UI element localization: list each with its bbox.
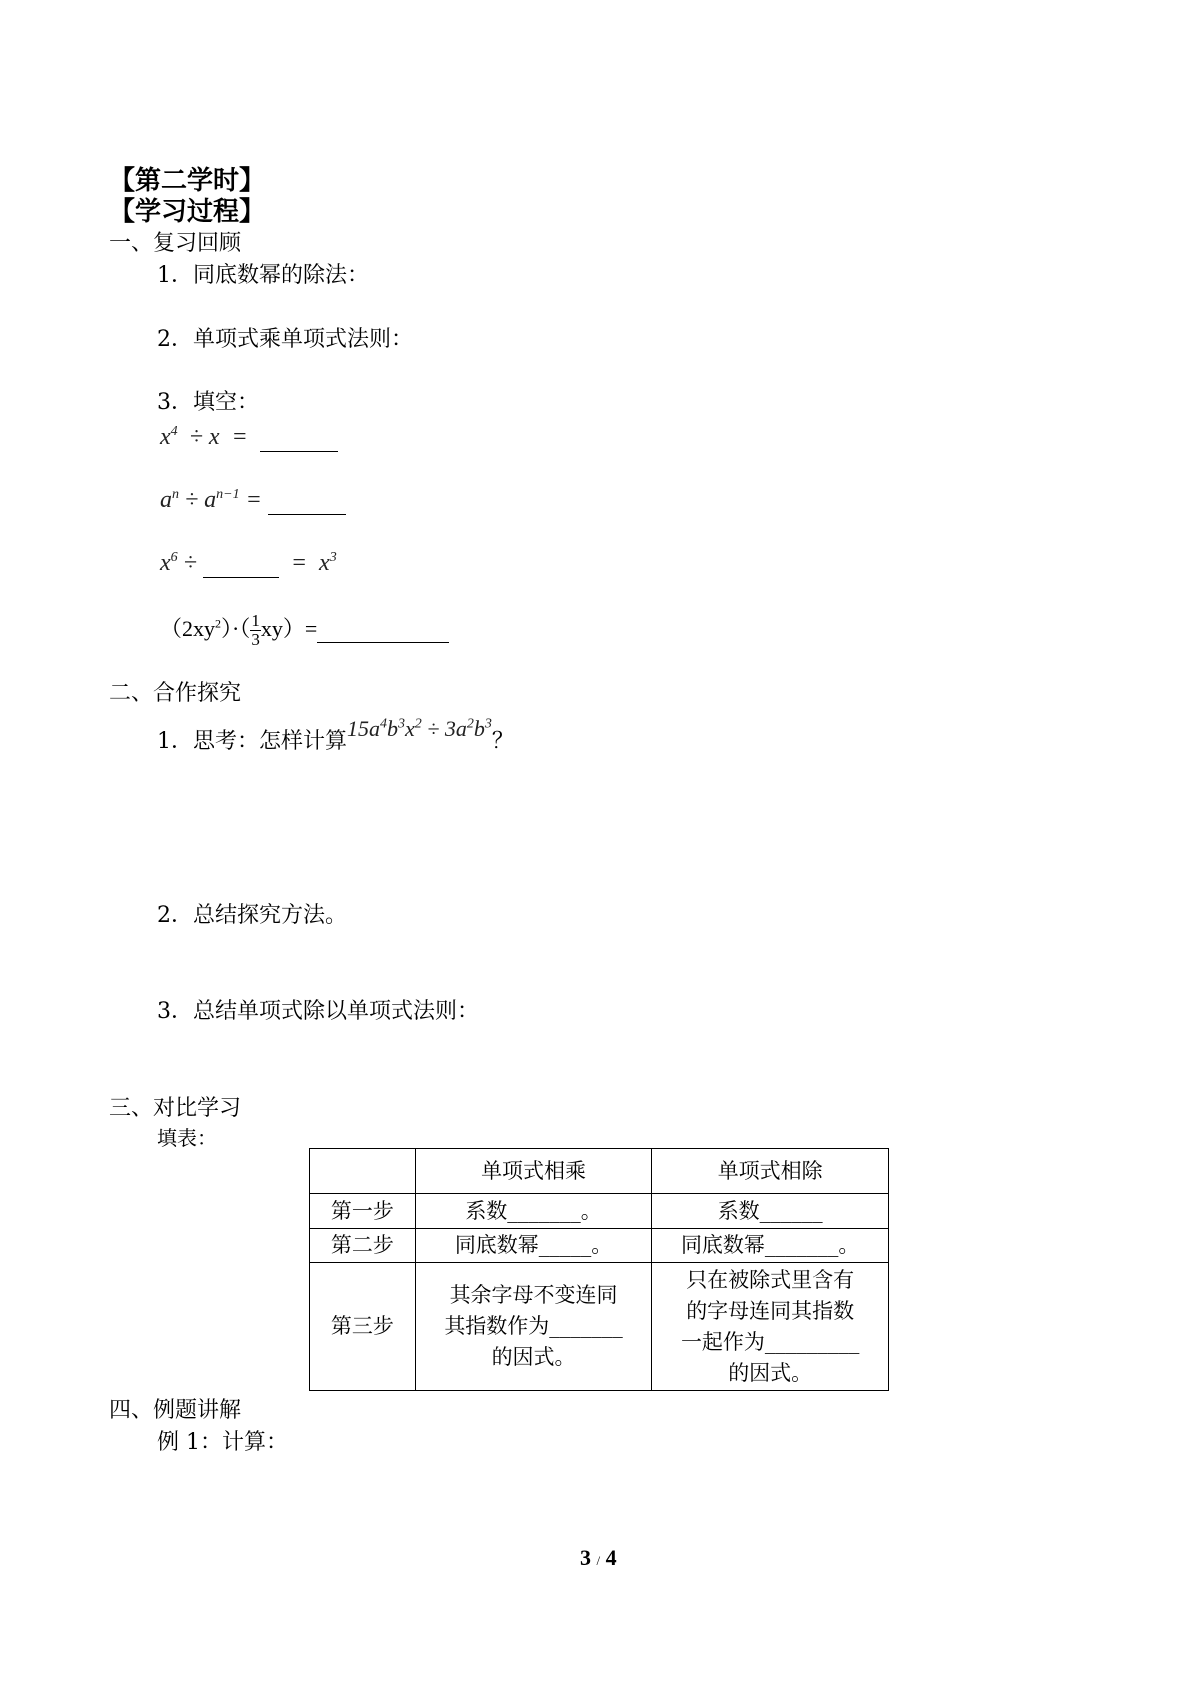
cell-line: 其指数作为_______ — [444, 1314, 623, 1338]
table-row — [310, 1263, 889, 1391]
table-row — [310, 1194, 889, 1229]
header-divide: 单项式相除 — [652, 1149, 889, 1194]
example1-label: 例 1：计算： — [157, 1430, 288, 1455]
fraction: $\frac{1}{3}$ — [251, 611, 260, 650]
divide-cell[interactable]: 同底数幂_______。 — [652, 1229, 889, 1263]
section4-title: 四、例题讲解 — [109, 1398, 242, 1423]
cell-line: 一起作为_________ — [680, 1329, 860, 1354]
section2-item1-suffix: ？ — [491, 729, 514, 754]
section3-title: 三、对比学习 — [109, 1096, 242, 1121]
answer-blank[interactable] — [268, 487, 346, 515]
header-empty-cell — [310, 1149, 416, 1194]
answer-blank[interactable] — [260, 424, 338, 452]
equation-3: $x^6$ ÷ = $x^3$ — [160, 550, 337, 576]
divide-cell[interactable] — [652, 1263, 889, 1391]
row-label: 第二步 — [310, 1229, 416, 1263]
answer-blank[interactable] — [203, 550, 279, 578]
page-total: 4 — [605, 1545, 617, 1570]
cell-line: 其余字母不变连同 — [449, 1283, 618, 1307]
cell-line: 的字母连同其指数 — [686, 1298, 855, 1323]
multiply-cell[interactable]: 同底数幂_____。 — [415, 1229, 652, 1263]
division-expression: $15a^4b^3x^2 \div 3a^2b^3$ — [347, 716, 492, 741]
row-label: 第三步 — [310, 1263, 416, 1391]
comparison-table — [309, 1148, 889, 1391]
lesson-heading: 【第二学时】 — [109, 166, 266, 196]
page-current: 3 — [580, 1545, 591, 1570]
equation-1: $x^4 \div x$ = — [160, 424, 338, 452]
section1-item3: 3．填空： — [157, 390, 259, 415]
section1-title: 一、复习回顾 — [109, 231, 242, 256]
multiply-cell[interactable] — [415, 1263, 652, 1391]
equation-4: $(2xy^2)\cdot$（ $\frac{1}{3}$ xy）= — [160, 612, 449, 649]
cell-line: 的因式。 — [728, 1360, 813, 1385]
page-number — [580, 1545, 617, 1571]
cell-line: 只在被除式里含有 — [686, 1267, 855, 1292]
section3-subtitle: 填表： — [157, 1126, 217, 1150]
process-heading: 【学习过程】 — [109, 197, 266, 227]
section2-item1 — [157, 716, 514, 755]
section1-item2: 2．单项式乘单项式法则： — [157, 327, 413, 352]
table-header-row — [310, 1149, 889, 1194]
page-separator: / — [596, 1553, 601, 1568]
answer-blank[interactable] — [317, 616, 449, 643]
equation-2: $a^n \div a^{n-1}$ = — [160, 487, 346, 515]
section2-item2: 2．总结探究方法。 — [157, 903, 347, 928]
section1-item1: 1．同底数幂的除法： — [157, 263, 369, 288]
table-row — [310, 1229, 889, 1263]
section2-title: 二、合作探究 — [109, 681, 242, 706]
divide-cell[interactable]: 系数______ — [652, 1194, 889, 1229]
section2-item3: 3．总结单项式除以单项式法则： — [157, 999, 479, 1024]
cell-line: 的因式。 — [491, 1345, 576, 1369]
header-multiply: 单项式相乘 — [415, 1149, 652, 1194]
multiply-cell[interactable]: 系数_______。 — [415, 1194, 652, 1229]
row-label: 第一步 — [310, 1194, 416, 1229]
section2-item1-prefix: 1．思考：怎样计算 — [157, 729, 347, 754]
